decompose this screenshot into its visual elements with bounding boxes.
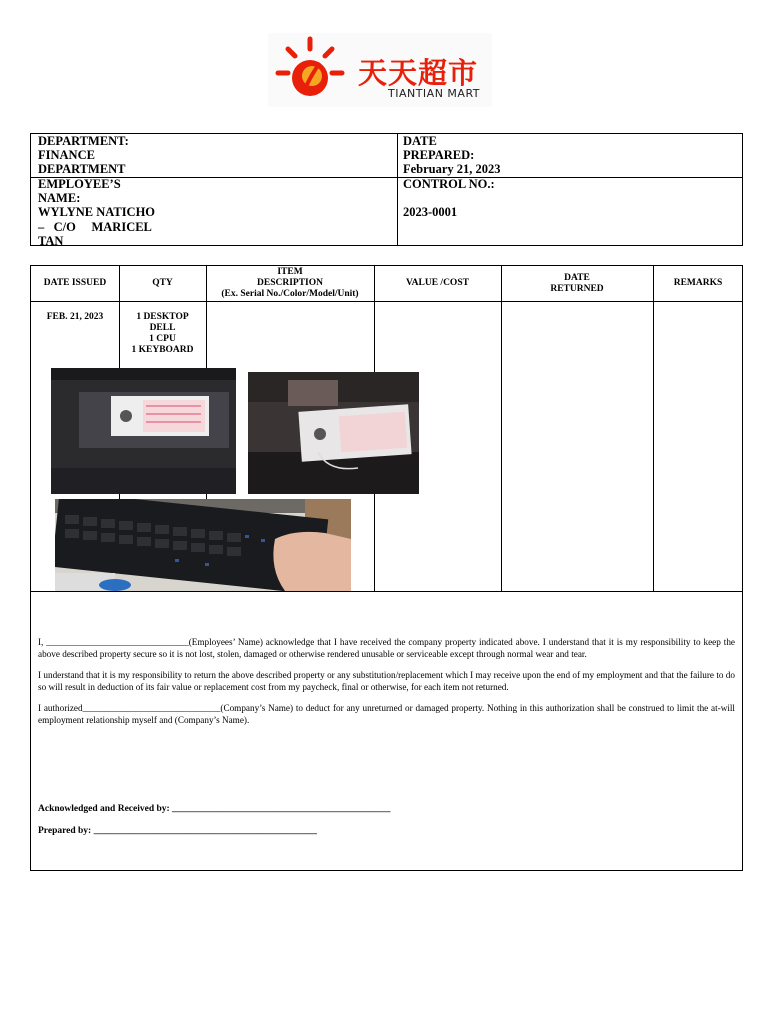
header-info-table bbox=[30, 133, 743, 246]
logo-english-text: TIANTIAN MART bbox=[388, 87, 481, 100]
th-date-returned: DATE RETURNED bbox=[550, 272, 604, 294]
row-qty: 1 DESKTOP DELL 1 CPU 1 KEYBOARD bbox=[131, 312, 194, 355]
control-no-cell: CONTROL NO.: 2023-0001 bbox=[403, 177, 495, 220]
th-remarks: REMARKS bbox=[673, 278, 723, 288]
prepared-by-line: Prepared by: _______________________________________________ bbox=[38, 826, 317, 836]
th-qty: QTY bbox=[152, 278, 173, 288]
employee-name-cell: EMPLOYEE’S NAME: WYLYNE NATICHO – C/O MARICEL TAN bbox=[38, 177, 156, 248]
logo-chinese-text: 天天超市 bbox=[358, 56, 479, 90]
date-prepared-value: February 21, 2023 bbox=[403, 162, 501, 177]
department-cell: DEPARTMENT: FINANCE DEPARTMENT bbox=[38, 134, 129, 177]
ack-paragraph-1: I, _______________________________(Employees’ Name) acknowledge that I have received the company property indicated above. I understand that it is my responsibility to keep the above described property secure so it is not lost, stolen, damaged or otherwise rendered unusable or serviceable except through normal wear and tear. bbox=[38, 637, 735, 659]
th-value-cost: VALUE /COST bbox=[406, 278, 469, 288]
th-item-description: ITEM DESCRIPTION (Ex. Serial No./Color/Model/Unit) bbox=[221, 267, 359, 299]
employee-name-value: WYLYNE NATICHO bbox=[38, 205, 156, 220]
photo-cpu-label-2 bbox=[248, 372, 419, 494]
company-logo bbox=[268, 33, 492, 107]
ack-paragraph-2: I understand that it is my responsibility to return the above described property or any substitution/replacement which I may receive upon the end of my employment and that the failure to do so will result in deduction of its fair value or replacement cost from my paycheck, final or otherwise, for each item not returned. bbox=[38, 670, 735, 692]
photo-keyboard bbox=[55, 499, 351, 591]
row-date-issued: FEB. 21, 2023 bbox=[46, 312, 104, 322]
th-date-issued: DATE ISSUED bbox=[43, 278, 107, 288]
date-prepared-cell: DATE PREPARED: February 21, 2023 bbox=[403, 134, 501, 177]
control-no-value: 2023-0001 bbox=[403, 205, 458, 220]
acknowledged-by-line: Acknowledged and Received by: ______________________________________________ bbox=[38, 804, 391, 814]
photo-cpu-label-1 bbox=[51, 368, 236, 494]
ack-paragraph-3: I authorized______________________________(Company’s Name) to deduct for any unreturned or damaged property. Nothing in this authorization shall be construed to limit the at-will employment relationship myself and (Company’s Name). bbox=[38, 703, 735, 725]
acknowledgement-section bbox=[30, 591, 743, 871]
